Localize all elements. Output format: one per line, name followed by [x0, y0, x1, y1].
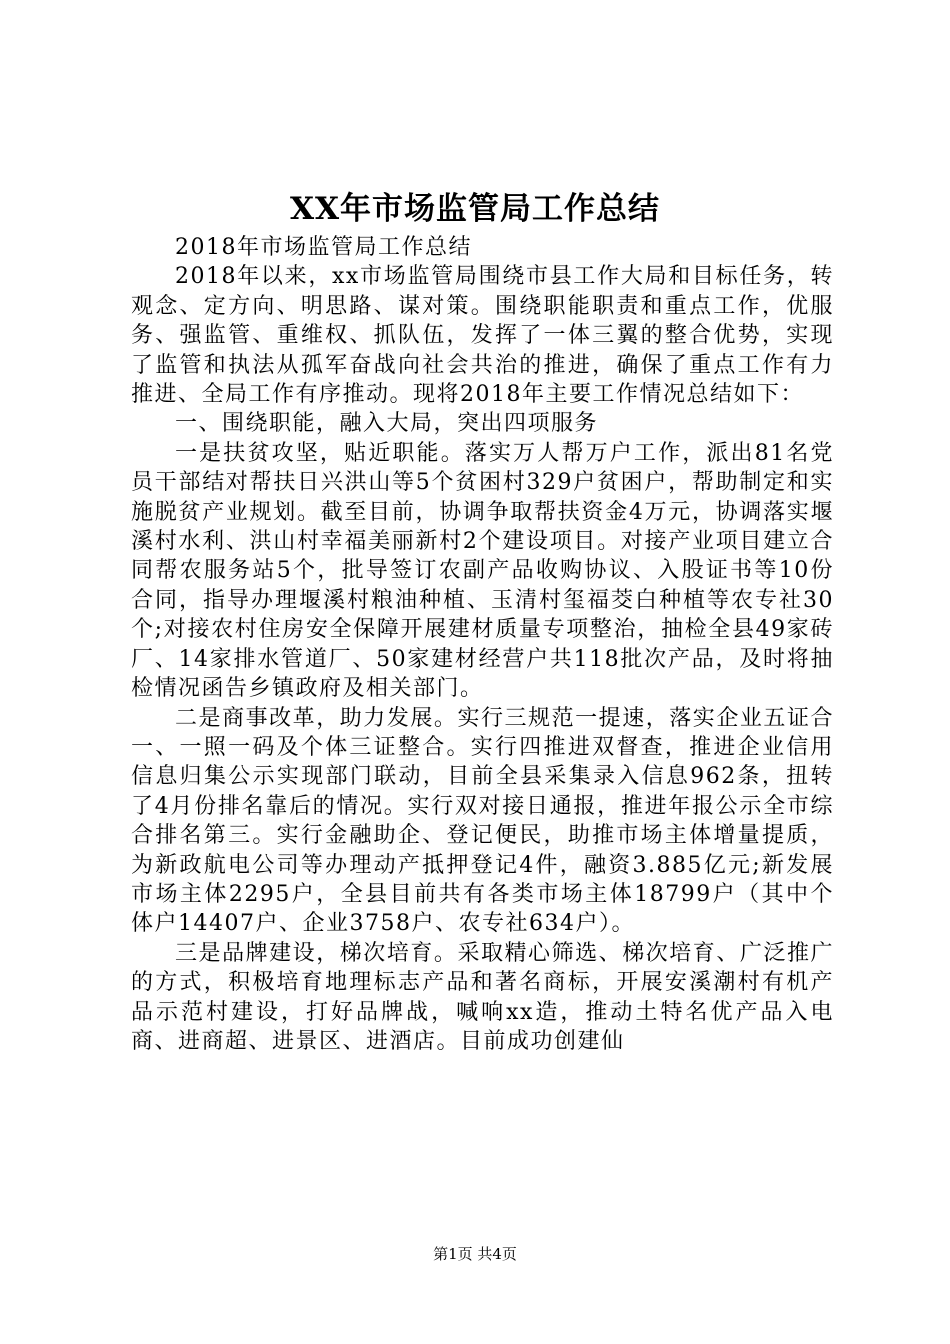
paragraph-commercial-reform: 二是商事改革，助力发展。实行三规范一提速，落实企业五证合一、一照一码及个体三证整合。实行四推进双督查，推进企业信用信息归集公示实现部门联动，目前全县采集录入信息962条，扭转了4月份排名靠后的情况。实行双对接日通报，推进年报公示全市综合排名第三。实行金融助企、登记便民，助推市场主体增量提质，为新政航电公司等办理动产抵押登记4件，融资3.885亿元;新发展市场主体2295户，全县目前共有各类市场主体18799户（其中个体户14407户、企业3758户、农专社634户）。 [131, 705, 834, 937]
document-body [131, 233, 834, 1056]
paragraph-brand-building: 三是品牌建设，梯次培育。采取精心筛选、梯次培育、广泛推广的方式，积极培育地理标志产品和著名商标，开展安溪潮村有机产品示范村建设，打好品牌战，喊响xx造，推动土特名优产品入电商、进商超、进景区、进酒店。目前成功创建仙 [131, 940, 834, 1054]
paragraph-poverty-alleviation: 一是扶贫攻坚，贴近职能。落实万人帮万户工作，派出81名党员干部结对帮扶日兴洪山等5个贫困村329户贫困户，帮助制定和实施脱贫产业规划。截至目前，协调争取帮扶资金4万元，协调落实堰溪村水利、洪山村幸福美丽新村2个建设项目。对接产业项目建立合同帮农服务站5个，批导签订农副产品收购协议、入股证书等10份合同，指导办理堰溪村粮油种植、玉清村玺福茭白种植等农专社30个;对接农村住房安全保障开展建材质量专项整治，抽检全县49家砖厂、14家排水管道厂、50家建材经营户共118批次产品，及时将抽检情况函告乡镇政府及相关部门。 [131, 440, 834, 702]
paragraph-intro: 2018年以来，xx市场监管局围绕市县工作大局和目标任务，转观念、定方向、明思路、谋对策。围绕职能职责和重点工作，优服务、强监管、重维权、抓队伍，发挥了一体三翼的整合优势，实现了监管和执法从孤军奋战向社会共治的推进，确保了重点工作有力推进、全局工作有序推动。现将2018年主要工作情况总结如下： [131, 264, 834, 408]
section-heading: 一、围绕职能，融入大局，突出四项服务 [175, 411, 599, 437]
document-title: XX年市场监管局工作总结 [289, 191, 661, 227]
page-footer: 第1页 共4页 [433, 1245, 517, 1263]
paragraph-subtitle: 2018年市场监管局工作总结 [175, 235, 472, 260]
